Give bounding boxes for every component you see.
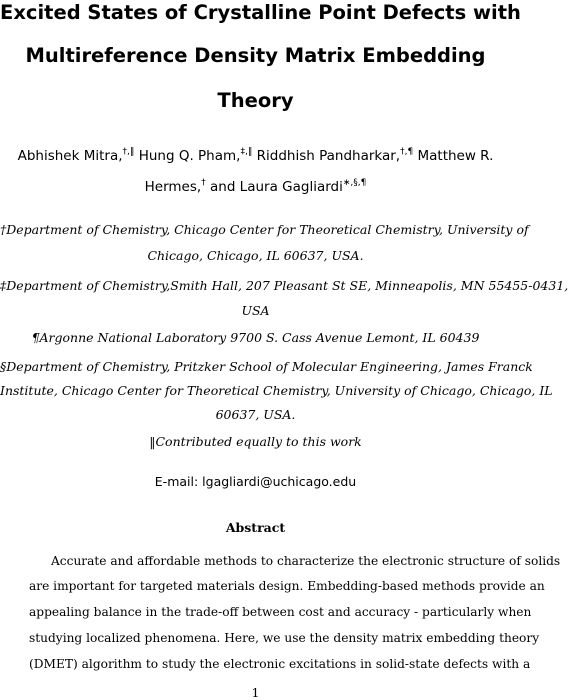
author-gagliardi: and Laura Gagliardi xyxy=(205,179,343,195)
affiliation-line: §Department of Chemistry, Pritzker School of Molecular Engineering, James Franck xyxy=(0,359,533,374)
abstract-line: studying localized phenomena. Here, we use the density matrix embedding theory xyxy=(29,631,540,645)
author-pham: Hung Q. Pham, xyxy=(134,148,241,164)
author-pandharkar-affil: †,¶ xyxy=(400,147,414,157)
paper-title-line-3: Theory xyxy=(217,89,294,112)
abstract-line: appealing balance in the trade-off between cost and accuracy - particularly when xyxy=(29,605,532,619)
author-gagliardi-affil: ∗,§,¶ xyxy=(342,178,367,188)
paper-title-line-1: Excited States of Crystalline Point Defects with xyxy=(0,1,521,24)
affiliation-line: ‖Contributed equally to this work xyxy=(149,434,362,449)
affiliation-line: 60637, USA. xyxy=(215,407,296,422)
author-mitra-affil: †,‖ xyxy=(122,147,135,157)
affiliation-line: Chicago, Chicago, IL 60637, USA. xyxy=(147,248,364,263)
affiliation-line: ‡Department of Chemistry,Smith Hall, 207 Pleasant St SE, Minneapolis, MN 55455-0431, xyxy=(0,278,568,293)
abstract-line: Accurate and affordable methods to characterize the electronic structure of solids xyxy=(51,554,561,568)
author-hermes-last: Hermes, xyxy=(144,179,202,195)
affiliation-line: †Department of Chemistry, Chicago Center for Theoretical Chemistry, University of xyxy=(0,222,529,237)
author-hermes-affil: † xyxy=(201,178,206,188)
author-pandharkar: Riddhish Pandharkar, xyxy=(252,148,401,164)
page-number: 1 xyxy=(251,685,260,700)
affiliation-line: ¶Argonne National Laboratory 9700 S. Cass Avenue Lemont, IL 60439 xyxy=(31,330,480,345)
affiliation-line: USA xyxy=(241,303,270,318)
author-list-line-1 xyxy=(0,147,511,164)
abstract-line: are important for targeted materials design. Embedding-based methods provide an xyxy=(29,579,545,593)
abstract-line: (DMET) algorithm to study the electronic excitations in solid-state defects with a xyxy=(29,657,531,671)
author-list-line-2 xyxy=(0,178,511,195)
author-hermes-first: Matthew R. xyxy=(413,148,494,164)
affiliation-line: Institute, Chicago Center for Theoretical Chemistry, University of Chicago, Chicago, IL xyxy=(0,383,553,398)
corresponding-email: E-mail: lgagliardi@uchicago.edu xyxy=(154,474,357,489)
abstract-heading: Abstract xyxy=(225,520,286,535)
author-mitra: Abhishek Mitra, xyxy=(17,148,123,164)
author-pham-affil: ‡,‖ xyxy=(240,147,253,157)
paper-title-line-2: Multireference Density Matrix Embedding xyxy=(25,44,486,67)
